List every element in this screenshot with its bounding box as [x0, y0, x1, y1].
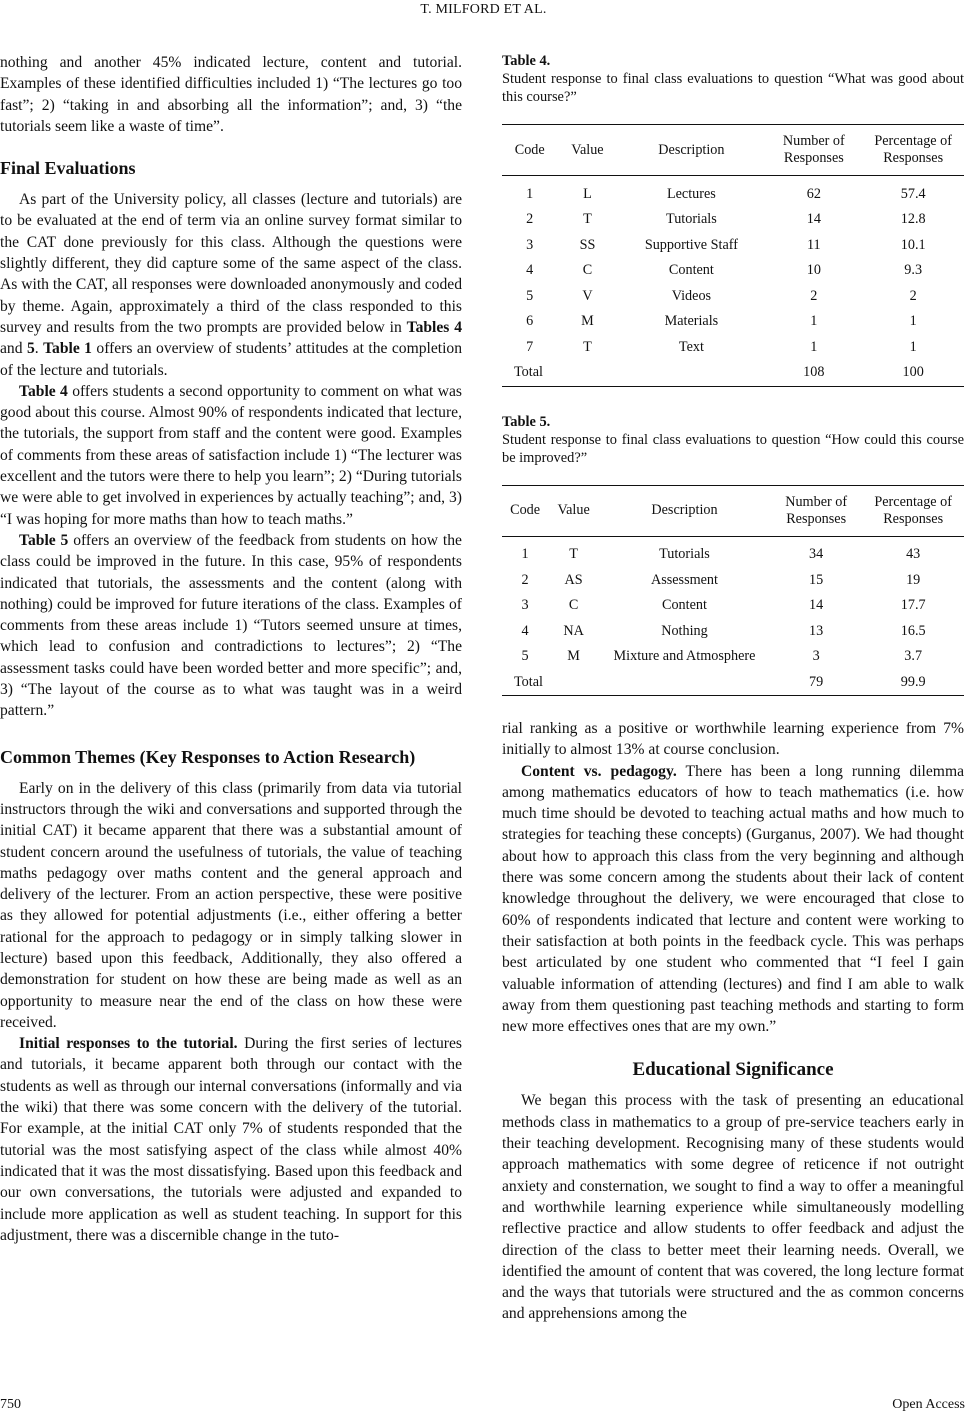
- paragraph-final-eval-3: Table 5 offers an overview of the feedback from students on how the class could be improved in the future. In this case, 95% of respondents indicated that tutorials, the assessments and the content (along with nothing) could be improved for future iterations of the class. Examples of comments from these areas include 1) “Tutors seemed unsure at times, which lead to confusion and contradictions to lectures”; 2) “The assessment tasks could have been worded better and more specific”; and, 3) “The layout of the course as to what was taught was in a weird pattern.”: [0, 531, 462, 720]
- table-5-block: [502, 413, 964, 697]
- table-header-row: [502, 485, 964, 536]
- paragraph-final-eval-1: As part of the University policy, all classes (lecture and tutorials) are to be evaluated at the end of term via an online survey format similar to the CAT done previously for this class. Although the questions were slightly different, they did capture some of the same aspect of the class. As with the CAT, all responses were downloaded anonymously and coded by theme. Again, approximately a third of the class responded to this survey and results from the two prompts are provided below in Tables 4 and 5. Table 1 offers an overview of students’ attitudes at the completion of the lecture and tutorials.: [0, 191, 463, 379]
- table-total-row: Total 79 99.9: [514, 673, 926, 690]
- section-heading-final-evaluations: Final Evaluations: [0, 158, 136, 179]
- table-row: 4 C Content 10 9.3: [526, 262, 923, 278]
- table-4-caption: Table 4. Student response to final class evaluations to question “What was good about this course?”: [502, 53, 964, 105]
- column-header-code: Code: [502, 125, 557, 176]
- paragraph-continuation: nothing and another 45% indicated lecture, content and tutorial. Examples of these identified difficulties included 1) “The lectures go too fast”; 2) “taking in and absorbing all the information”; and, 3) “the tutorials seem like a waste of time”.: [0, 54, 462, 135]
- section-heading-educational-significance: Educational Significance: [632, 1059, 834, 1081]
- table-4: [502, 124, 964, 387]
- paragraph-content-vs-pedagogy: Content vs. pedagogy. There has been a long running dilemma among mathematics educators of how to teach mathematics (i.e. how much time should be devoted to teaching actual maths and how much to strategies for teaching these concepts) (Gurganus, 2007). We had thought about how to approach this class from the very beginning and although there was some concern among the students about their lack of content knowledge throughout the delivery, we were encouraged that close to 60% of respondents indicated that lecture and content were working to their satisfaction at both points in the feedback cycle. This was perhaps best articulated by one student who commented that “I feel I gain valuable information of attending (lectures) and find I am able to walk away from them questioning past teaching methods and starting to form new more effectives ones that are my own.”: [502, 762, 964, 1036]
- table-ref-link[interactable]: Table 5: [19, 531, 69, 549]
- section-heading-common-themes: Common Themes (Key Responses to Action Research): [0, 746, 416, 767]
- column-header-value: Value: [557, 125, 617, 176]
- table-5-caption: Table 5. Student response to final class evaluations to question “How could this course be improved?”: [502, 413, 964, 466]
- column-header-code: Code: [502, 485, 548, 536]
- page-number: 750: [0, 1397, 21, 1412]
- right-column: [502, 52, 964, 1325]
- paragraph-initial-responses: Initial responses to the tutorial. During the first series of lectures and tutorials, it became apparent both through our contact with the students as well as through our internal conversations (informally and via the wiki) that there was some concern with the delivery of the tutorial. For example, at the initial CAT only 7% of students responded that the tutorial was the most satisfying aspect of the class while almost 40% indicated that it was the most dissatisfying. Based upon this feedback and our own conversations, the tutorials were adjusted and expanded to include more application as well as student teaching. In support for this adjustment, there was a discernible change in the tuto-: [0, 1035, 462, 1244]
- column-header-description: Description: [617, 125, 765, 176]
- table-4-block: [502, 52, 964, 387]
- running-head: T. MILFORD ET AL.: [420, 2, 547, 17]
- subsection-lead: Initial responses to the tutorial.: [19, 1035, 238, 1053]
- column-header-number: Number of Responses: [770, 485, 862, 536]
- paragraph-continuation-right: rial ranking as a positive or worthwhile learning experience from 7% initially to almost 13% at course conclusion.: [502, 720, 964, 759]
- table-row: 5 V Videos 2 2: [526, 287, 917, 304]
- table-row: 2 AS Assessment 15 19: [521, 571, 921, 588]
- paragraph-educational-significance: We began this process with the task of presenting an educational methods class in mathematics to a group of pre-service teachers early in their teaching development. Recognising many of these students would approach mathematics with some degree of reticence if not outright anxiety and consternation, we sought to find a way to offer a meaningful and worthwhile learning experience while simultaneously modelling reflective practice and allow students to offer feedback and adjust the direction of the class to better meet their learning needs. Overall, we identified the amount of content that was covered, the long lecture format and the ways that tutorials were structured and the as common concerns and apprehensions among the: [502, 1092, 964, 1323]
- paragraph-final-eval-2: Table 4 offers students a second opportunity to comment on what was good about this course. Almost 90% of respondents indicated that lecture, the tutorials, the support from staff and the content were good. Examples of comments from these areas of satisfaction include 1) “The lecturer was excellent and the tutors were there to help you learn”; 2) “During tutorials we were able to get involved in experiences by actually teaching”; and, 3) “I was hoping for more maths than how to teach maths.”: [0, 382, 462, 528]
- table-row: 1 L Lectures 62 57.4: [526, 185, 926, 202]
- open-access-label: Open Access: [892, 1397, 965, 1412]
- paragraph-common-themes-1: Early on in the delivery of this class (primarily from data via tutorial instructors through the wiki and conversations and supported through the initial CAT) it became apparent that there was a substantial amount of student concern around the usefulness of tutorials, the value of teaching maths pedagogy over maths content and the general approach and delivery of the lecturer. From an action perspective, these were positive as they allowed for potential adjustments (i.e., either offering a better rational for the approach to pedagogy or in simply talking slower in lecture) based upon this feedback, Additionally, they also offered a demonstration for student on how these are being made as well as an opportunity to measure near the end of the class on how these were received.: [0, 779, 462, 1031]
- column-header-value: Value: [548, 485, 599, 536]
- column-header-number: Number of Responses: [765, 125, 862, 176]
- table-total-row: Total 108 100: [514, 364, 924, 380]
- table-5: [502, 485, 964, 697]
- table-row: 1 T Tutorials 34 43: [521, 546, 921, 562]
- subsection-lead: Content vs. pedagogy.: [521, 762, 677, 780]
- table-row: 3 C Content 14 17.7: [521, 597, 926, 613]
- left-column: [0, 52, 462, 1246]
- table-4-label: Table 4.: [502, 53, 551, 69]
- table-ref-link[interactable]: Tables 4: [406, 318, 462, 336]
- table-5-label: Table 5.: [502, 413, 551, 430]
- right-text-block: [502, 718, 964, 1325]
- table-row: 7 T Text 1 1: [526, 338, 917, 355]
- table-row: 3 SS Supportive Staff 11 10.1: [526, 236, 926, 253]
- column-header-percentage: Percentage of Responses: [862, 485, 964, 536]
- table-row: 6 M Materials 1 1: [526, 313, 917, 329]
- column-header-description: Description: [599, 485, 770, 536]
- table-ref-link[interactable]: Table 4: [19, 382, 68, 400]
- table-header-row: [502, 125, 964, 176]
- table-ref-link[interactable]: 5: [26, 340, 35, 358]
- table-row: 5 M Mixture and Atmosphere 3 3.7: [521, 648, 923, 664]
- table-row: 2 T Tutorials 14 12.8: [526, 211, 926, 227]
- table-row: 4 NA Nothing 13 16.5: [521, 622, 926, 639]
- column-header-percentage: Percentage of Responses: [862, 125, 964, 176]
- table-ref-link[interactable]: Table 1: [43, 340, 92, 358]
